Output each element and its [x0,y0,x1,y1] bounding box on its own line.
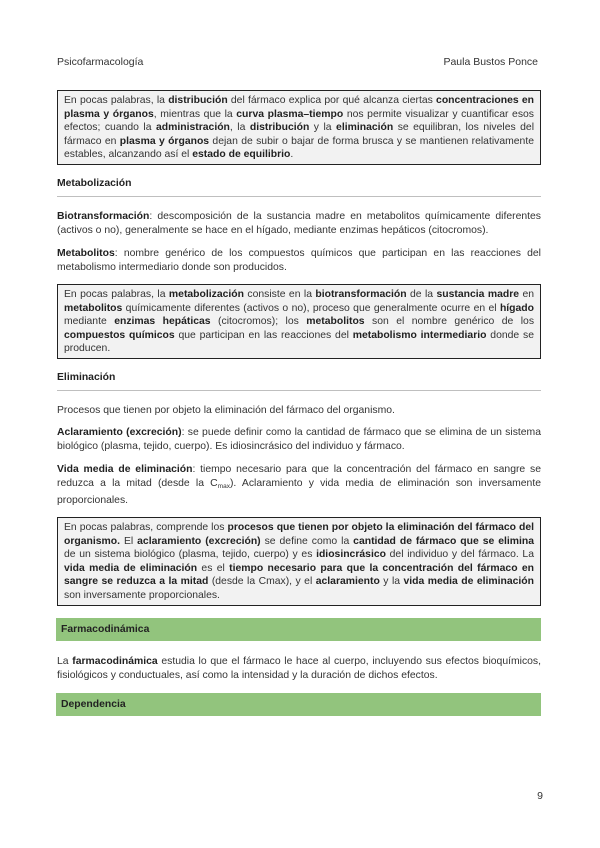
summary-distribucion-text: En pocas palabras, la distribución del fármaco explica por qué alcanza ciertas concentraciones en plasma y órganos, mientras que la curva plasma–tiempo nos permite visualizar y cuantificar esos efectos; cuando la administración, la distribución y la eliminación se equilibran, los niveles del fármaco en plasma y órganos dejan de subir o bajar de forma brusca y se mantienen relativamente estables, alcanzando así el estado de equilibrio. [64,95,535,161]
divider [57,390,541,391]
section-band-dependencia: Dependencia [56,693,541,717]
header-author: Paula Bustos Ponce [443,56,538,68]
paragraph-aclaramiento: Aclaramiento (excreción): se puede definir como la cantidad de fármaco que se elimina de un sistema biológico (plasma, tejido, cuerpo). Es idiosincrásico del individuo y fármaco. [57,426,541,452]
paragraph-procesos: Procesos que tienen por objeto la eliminación del fármaco del organismo. [57,404,395,416]
summary-box-metabolizacion [57,284,541,359]
summary-eliminacion-text: En pocas palabras, comprende los procesos que tienen por objeto la eliminación del fármaco del organismo. El aclaramiento (excreción) se define como la cantidad de fármaco que se elimina de un sistema biológico (plasma, tejido, cuerpo) y es idiosincrásico del individuo y del fármaco. La vida media de eliminación es el tiempo necesario para que la concentración del fármaco en sangre se reduzca a la mitad (desde la Cmax), y el aclaramiento y la vida media de eliminación son inversamente proporcionales. [64,521,535,601]
section-band-farmacodinamica: Farmacodinámica [56,618,541,642]
summary-metabolizacion-text: En pocas palabras, la metabolización consiste en la biotransformación de la sustancia madre en metabolitos químicamente diferentes (activos o no), proceso que generalmente ocurre en el hígado mediante enzimas hepáticas (citocromos); los metabolitos son el nombre genérico de los compuestos químicos que participan en las reacciones del metabolismo intermediario donde se producen. [64,288,535,355]
paragraph-metabolitos: Metabolitos: nombre genérico de los compuestos químicos que participan en las reacciones del metabolismo intermediario donde son producidos. [57,247,541,273]
header-course-title: Psicofarmacología [57,56,144,68]
page-number: 9 [537,790,543,802]
paragraph-farmacodinamica: La farmacodinámica estudia lo que el fármaco le hace al cuerpo, incluyendo sus efectos bioquímicos, fisiológicos y conductuales, así como la intensidad y la duración de dichos efectos. [57,655,541,681]
summary-box-distribucion [57,90,541,165]
heading-metabolizacion: Metabolización [57,177,132,189]
heading-eliminacion: Eliminación [57,371,116,383]
page-content [57,90,541,717]
divider [57,196,541,197]
paragraph-biotransformacion: Biotransformación: descomposición de la sustancia madre en metabolitos químicamente diferentes (activos o no), generalmente se hace en el hígado, mediante enzimas hepáticos (citocromos). [57,210,541,236]
paragraph-vida-media: Vida media de eliminación: tiempo necesario para que la concentración del fármaco en sangre se reduzca a la mitad (desde la $C_{max}$). Aclaramiento y vida media de eliminación son inversamente proporcionales. [57,463,541,506]
summary-box-eliminacion [57,517,541,606]
